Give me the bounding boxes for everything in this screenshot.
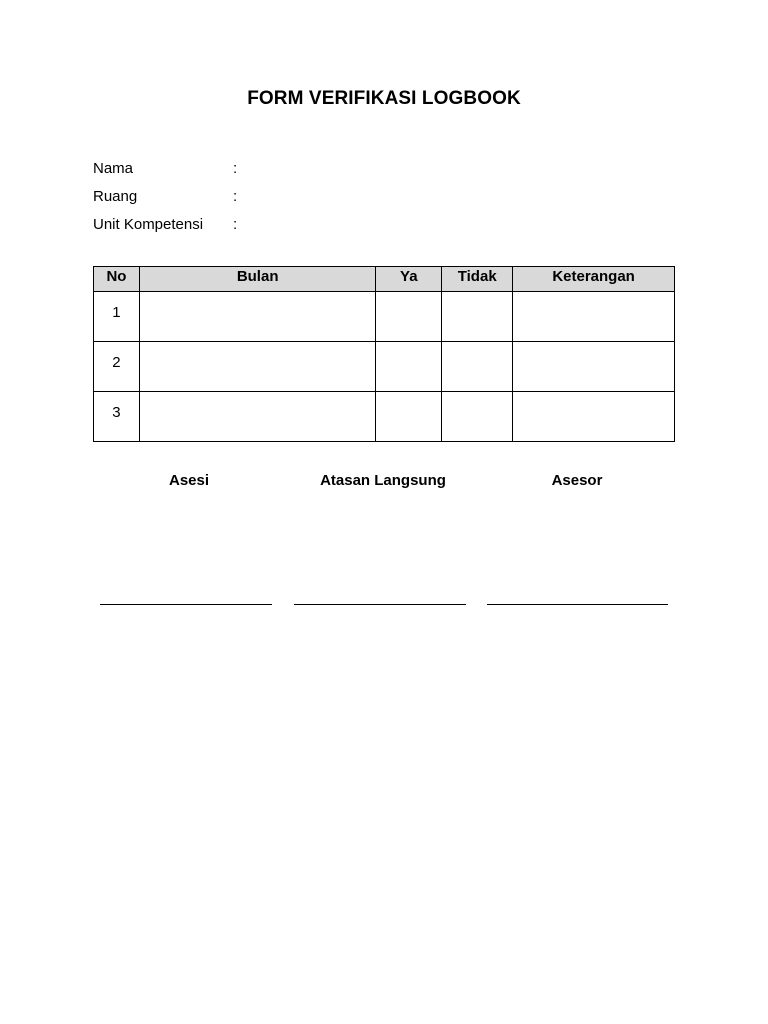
table-row: [94, 342, 675, 392]
document-title: FORM VERIFIKASI LOGBOOK: [247, 88, 521, 109]
signature-line-asesi: [100, 604, 272, 605]
cell-tidak[interactable]: [442, 292, 513, 342]
header-ya: Ya: [376, 267, 442, 292]
signature-label-asesi: Asesi: [168, 472, 210, 489]
field-colon: :: [233, 187, 238, 205]
cell-tidak[interactable]: [442, 392, 513, 442]
table-row: [94, 392, 675, 442]
table-row: [94, 292, 675, 342]
signature-line-asesor: [487, 604, 668, 605]
field-nama: [93, 154, 243, 182]
cell-keterangan[interactable]: [513, 392, 675, 442]
cell-no: 3: [94, 392, 140, 442]
signature-label-atasan: Atasan Langsung: [320, 472, 446, 489]
signature-label-asesor: Asesor: [551, 472, 603, 489]
cell-no: 1: [94, 292, 140, 342]
header-tidak: Tidak: [442, 267, 513, 292]
cell-ya[interactable]: [376, 292, 442, 342]
cell-bulan[interactable]: [139, 292, 375, 342]
field-colon: :: [233, 159, 238, 177]
logbook-table: [93, 266, 675, 442]
field-ruang: [93, 182, 243, 210]
table-header-row: [94, 267, 675, 292]
cell-keterangan[interactable]: [513, 292, 675, 342]
identity-fields: [93, 154, 243, 238]
field-colon: :: [233, 215, 238, 233]
cell-ya[interactable]: [376, 342, 442, 392]
header-bulan: Bulan: [139, 267, 375, 292]
signature-line-atasan: [294, 604, 466, 605]
cell-no: 2: [94, 342, 140, 392]
field-unit-kompetensi: [93, 210, 243, 238]
cell-tidak[interactable]: [442, 342, 513, 392]
field-label: Unit Kompetensi: [93, 215, 204, 233]
cell-ya[interactable]: [376, 392, 442, 442]
header-keterangan: Keterangan: [513, 267, 675, 292]
field-label: Nama: [93, 159, 134, 177]
cell-bulan[interactable]: [139, 392, 375, 442]
cell-bulan[interactable]: [139, 342, 375, 392]
header-no: No: [94, 267, 140, 292]
field-label: Ruang: [93, 187, 138, 205]
cell-keterangan[interactable]: [513, 342, 675, 392]
